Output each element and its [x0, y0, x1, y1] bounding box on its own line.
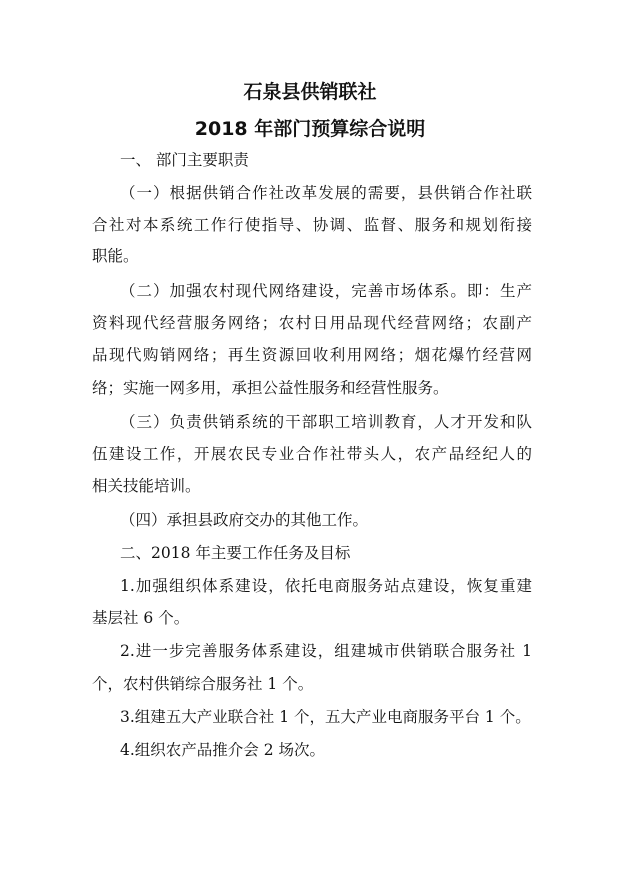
- paragraph-line: 3.组建五大产业联合社 1 个，五大产业电商服务平台 1 个。: [120, 708, 531, 726]
- paragraph-line: 伍建设工作，开展农民专业合作社带头人，农产品经纪人的: [92, 445, 532, 463]
- paragraph-line: 基层社 6 个。: [92, 609, 190, 627]
- section-heading-duties: 一、 部门主要职责: [120, 151, 249, 169]
- paragraph-line: 络；实施一网多用，承担公益性服务和经营性服务。: [92, 379, 449, 397]
- paragraph-line: （二）加强农村现代网络建设，完善市场体系。即：生产: [120, 282, 532, 300]
- paragraph-line: 合社对本系统工作行使指导、协调、监督、服务和规划衔接: [92, 216, 532, 234]
- paragraph-line: 4.组织农产品推介会 2 场次。: [120, 741, 326, 759]
- paragraph-line: （四）承担县政府交办的其他工作。: [120, 511, 369, 529]
- paragraph-line: 资料现代经营服务网络；农村日用品现代经营网络；农副产: [92, 314, 532, 332]
- paragraph-line: 品现代购销网络；再生资源回收利用网络；烟花爆竹经营网: [92, 346, 532, 364]
- section-heading-tasks: 二、2018 年主要工作任务及目标: [120, 544, 351, 562]
- paragraph-line: 2.进一步完善服务体系建设，组建城市供销联合服务社 1: [120, 642, 532, 660]
- paragraph-line: （三）负责供销系统的干部职工培训教育，人才开发和队: [120, 413, 532, 431]
- paragraph-line: 职能。: [92, 247, 139, 265]
- document-org-title: 石泉县供销联社: [243, 81, 377, 103]
- paragraph-line: 1.加强组织体系建设，依托电商服务站点建设，恢复重建: [120, 577, 532, 595]
- document-title: 2018 年部门预算综合说明: [194, 118, 426, 140]
- paragraph-line: 相关技能培训。: [92, 477, 201, 495]
- paragraph-line: （一）根据供销合作社改革发展的需要，县供销合作社联: [120, 184, 532, 202]
- paragraph-line: 个，农村供销综合服务社 1 个。: [92, 675, 314, 693]
